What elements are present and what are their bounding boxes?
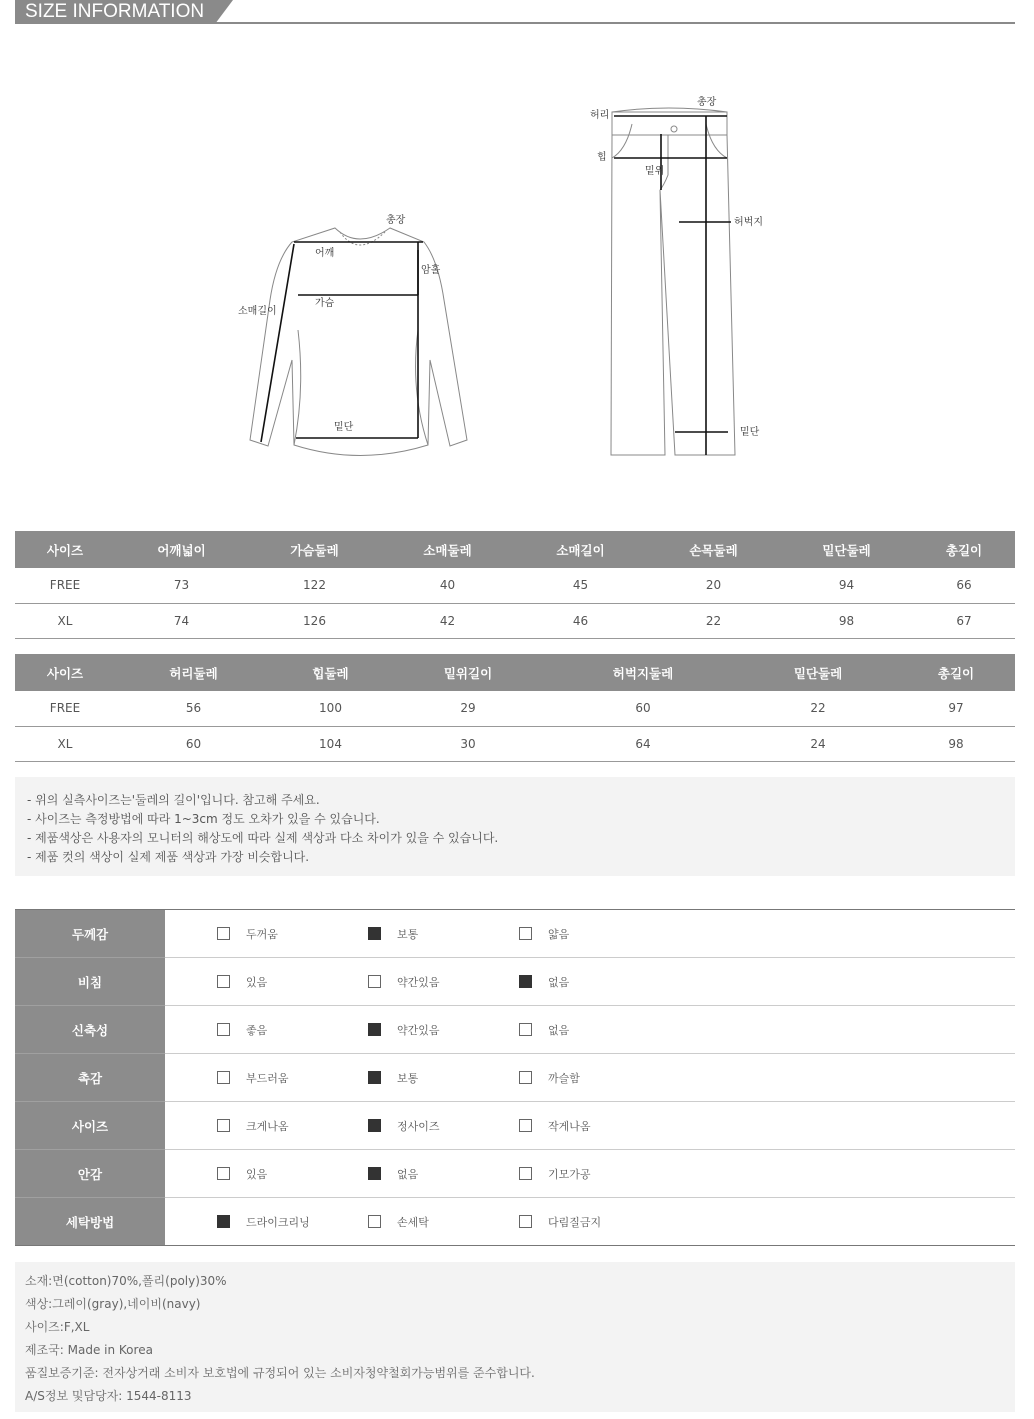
attribute-row [15,1006,1015,1054]
col-header: 소매길이 [514,531,647,568]
unchecked-checkbox[interactable] [519,1167,532,1180]
label-top-hem: 밑단 [334,422,354,433]
attribute-label: 세탁방법 [15,1198,165,1246]
attribute-option[interactable] [519,1166,591,1181]
attribute-label: 신축성 [15,1006,165,1054]
col-header: 사이즈 [15,654,115,691]
col-header: 가슴둘레 [248,531,381,568]
table-cell: 22 [739,691,897,726]
table-cell: FREE [15,568,115,603]
option-label: 크게나옴 [246,1119,289,1133]
option-label: 작게나옴 [548,1119,591,1133]
option-label: 기모가공 [548,1167,591,1181]
label-top-length: 총장 [386,215,406,226]
col-header: 소매둘레 [381,531,514,568]
option-label: 정사이즈 [397,1119,440,1133]
option-label: 부드러움 [246,1071,289,1085]
col-header: 밑위길이 [389,654,547,691]
option-label: 보통 [397,927,419,941]
garment-illustrations [0,90,1034,470]
col-header: 총길이 [897,654,1015,691]
option-label: 있음 [246,1167,268,1181]
attribute-options [165,910,1015,958]
table-cell: 104 [272,726,389,761]
top-measurement-lines [261,242,423,442]
attribute-option[interactable] [217,1118,289,1133]
attribute-row [15,958,1015,1006]
section-title: SIZE INFORMATION [15,0,215,24]
note-line: - 사이즈는 측정방법에 따라 1~3cm 정도 오차가 있을 수 있습니다. [27,812,380,826]
label-rise: 밑위 [645,166,665,177]
title-underline [15,22,1015,24]
table-cell: 56 [115,691,272,726]
attribute-row [15,910,1015,958]
attribute-options [165,1054,1015,1102]
table-cell: 29 [389,691,547,726]
label-sleeve-length: 소매길이 [238,306,277,317]
option-label: 다림질금지 [548,1215,602,1229]
option-label: 있음 [246,975,268,989]
size-notes [15,777,1015,876]
col-header: 허리둘레 [115,654,272,691]
unchecked-checkbox[interactable] [368,975,381,988]
option-label: 두꺼움 [246,927,278,941]
attribute-option[interactable] [519,926,569,941]
attribute-option[interactable] [368,1070,418,1085]
col-header: 사이즈 [15,531,115,568]
table-cell: 126 [248,603,381,638]
pants-illustration [611,108,735,455]
info-line: 소재:면(cotton)70%,폴리(poly)30% [25,1274,227,1288]
option-label: 없음 [397,1167,419,1181]
table-cell: 40 [381,568,514,603]
top-garment-illustration [250,228,467,456]
attribute-label: 사이즈 [15,1102,165,1150]
checked-checkbox[interactable] [368,1071,381,1084]
unchecked-checkbox[interactable] [519,1071,532,1084]
table-cell: 98 [897,726,1015,761]
unchecked-checkbox[interactable] [368,1215,381,1228]
table-cell: 22 [647,603,780,638]
checked-checkbox[interactable] [368,1023,381,1036]
table-cell: 60 [115,726,272,761]
table-cell: 98 [780,603,913,638]
label-shoulder: 어깨 [315,248,335,259]
option-label: 약간있음 [397,975,440,989]
label-pants-length: 총장 [697,97,717,108]
attribute-option[interactable] [368,1214,429,1229]
attribute-options [165,958,1015,1006]
table-cell: 46 [514,603,647,638]
option-label: 까슬함 [548,1071,580,1085]
attribute-option[interactable] [519,1214,601,1229]
attribute-option[interactable] [368,974,440,989]
checked-checkbox[interactable] [368,1167,381,1180]
note-line: - 제품색상은 사용자의 모니터의 해상도에 따라 실제 색상과 다소 차이가 있을 수 있습니다. [27,831,499,845]
attribute-option[interactable] [217,1070,289,1085]
attribute-option[interactable] [217,1214,310,1229]
attribute-label: 촉감 [15,1054,165,1102]
table-row [15,691,1015,726]
table-row [15,726,1015,761]
attribute-option[interactable] [217,974,267,989]
note-line: - 제품 컷의 색상이 실제 제품 색상과 가장 비슷합니다. [27,850,310,864]
attribute-options [165,1150,1015,1198]
option-label: 드라이크리닝 [246,1215,310,1229]
info-line: 제조국: Made in Korea [25,1343,153,1357]
attribute-option[interactable] [217,1166,267,1181]
unchecked-checkbox[interactable] [217,1023,230,1036]
bottom-size-table [15,654,1015,762]
attribute-option[interactable] [368,1166,418,1181]
table-cell: 45 [514,568,647,603]
info-line: 사이즈:F,XL [25,1320,90,1334]
col-header: 밑단둘레 [739,654,897,691]
option-label: 좋음 [246,1023,268,1037]
unchecked-checkbox[interactable] [519,927,532,940]
attribute-row [15,1198,1015,1246]
checked-checkbox[interactable] [519,975,532,988]
attribute-row [15,1150,1015,1198]
col-header: 밑단둘레 [780,531,913,568]
checked-checkbox[interactable] [368,1119,381,1132]
attribute-option[interactable] [519,1118,591,1133]
fabric-attributes-table [15,909,1015,1246]
unchecked-checkbox[interactable] [519,1023,532,1036]
unchecked-checkbox[interactable] [217,927,230,940]
attribute-label: 비침 [15,958,165,1006]
col-header: 힙둘레 [272,654,389,691]
checked-checkbox[interactable] [368,927,381,940]
col-header: 총길이 [913,531,1015,568]
option-label: 얇음 [548,927,570,941]
unchecked-checkbox[interactable] [217,1119,230,1132]
label-thigh: 허벅지 [734,217,763,228]
table-cell: 100 [272,691,389,726]
attribute-label: 두께감 [15,910,165,958]
table-cell: 24 [739,726,897,761]
attribute-option[interactable] [368,1118,440,1133]
table-cell: 97 [897,691,1015,726]
unchecked-checkbox[interactable] [217,1071,230,1084]
table-row [15,568,1015,603]
attribute-row [15,1102,1015,1150]
info-line: 색상:그레이(gray),네이비(navy) [25,1297,201,1311]
label-hip: 힙 [597,152,607,163]
col-header: 어깨넓이 [115,531,248,568]
unchecked-checkbox[interactable] [519,1215,532,1228]
attribute-option[interactable] [217,926,278,941]
attribute-label: 안감 [15,1150,165,1198]
attribute-options [165,1102,1015,1150]
table-cell: XL [15,726,115,761]
attribute-row [15,1054,1015,1102]
label-chest: 가슴 [315,298,335,309]
col-header: 허벅지둘레 [547,654,739,691]
info-line: 품질보증기준: 전자상거래 소비자 보호법에 규정되어 있는 소비자청약철회가능범위를 준수합니다. [25,1366,535,1380]
title-tab-corner [215,0,233,24]
top-size-table [15,531,1015,639]
table-header-row [15,654,1015,691]
attribute-option[interactable] [519,1070,580,1085]
option-label: 보통 [397,1071,419,1085]
table-cell: 60 [547,691,739,726]
option-label: 손세탁 [397,1215,429,1229]
table-cell: 30 [389,726,547,761]
table-cell: 73 [115,568,248,603]
table-cell: 67 [913,603,1015,638]
product-info [15,1262,1015,1412]
unchecked-checkbox[interactable] [519,1119,532,1132]
table-cell: 94 [780,568,913,603]
attribute-option[interactable] [519,974,569,989]
table-cell: XL [15,603,115,638]
table-cell: 42 [381,603,514,638]
attribute-option[interactable] [217,1022,267,1037]
section-header [15,0,1015,24]
attribute-option[interactable] [368,1022,440,1037]
option-label: 약간있음 [397,1023,440,1037]
table-row [15,603,1015,638]
table-cell: FREE [15,691,115,726]
info-line: A/S정보 및담당자: 1544-8113 [25,1389,192,1403]
table-cell: 66 [913,568,1015,603]
label-armhole: 암홀 [421,265,441,276]
checked-checkbox[interactable] [217,1215,230,1228]
attribute-options [165,1006,1015,1054]
table-cell: 20 [647,568,780,603]
attribute-option[interactable] [519,1022,569,1037]
label-pants-hem: 밑단 [740,427,760,438]
table-cell: 74 [115,603,248,638]
table-cell: 64 [547,726,739,761]
label-waist: 허리 [590,110,610,121]
table-header-row [15,531,1015,568]
measurement-diagram [0,90,1034,470]
option-label: 없음 [548,1023,570,1037]
unchecked-checkbox[interactable] [217,1167,230,1180]
attribute-option[interactable] [368,926,418,941]
table-cell: 122 [248,568,381,603]
attribute-options [165,1198,1015,1246]
unchecked-checkbox[interactable] [217,975,230,988]
col-header: 손목둘레 [647,531,780,568]
note-line: - 위의 실측사이즈는'둘레의 길이'입니다. 참고해 주세요. [27,793,320,807]
option-label: 없음 [548,975,570,989]
